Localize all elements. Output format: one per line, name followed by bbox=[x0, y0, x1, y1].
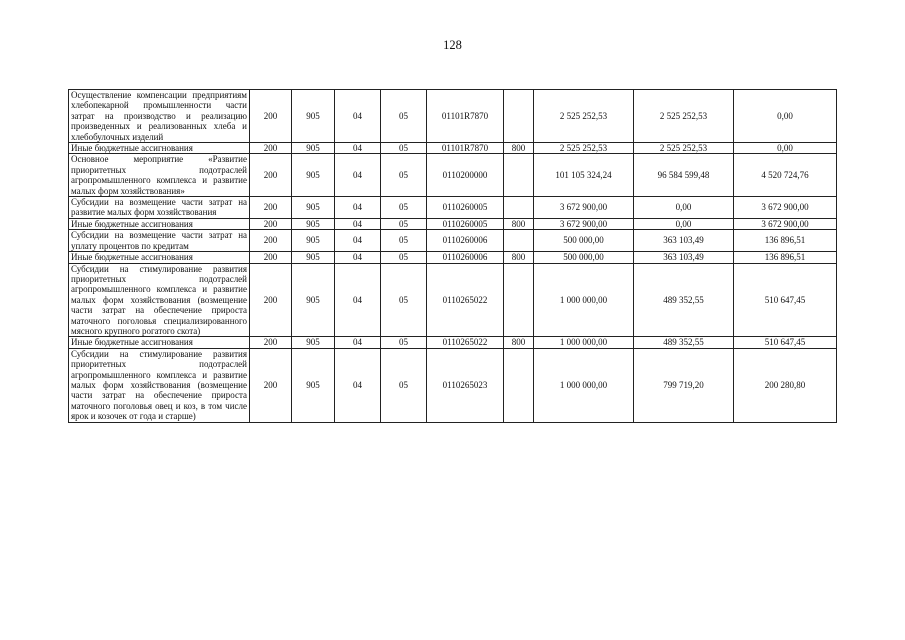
cell-rz: 04 bbox=[335, 218, 381, 229]
cell-rz: 04 bbox=[335, 230, 381, 252]
cell-csr: 0110260006 bbox=[427, 252, 504, 263]
cell-rz: 04 bbox=[335, 90, 381, 143]
table-row bbox=[69, 143, 837, 154]
cell-rest: 3 672 900,00 bbox=[734, 197, 837, 219]
cell-csr: 0110200000 bbox=[427, 154, 504, 197]
cell-plan: 3 672 900,00 bbox=[534, 218, 634, 229]
cell-vr: 800 bbox=[504, 143, 534, 154]
table-row bbox=[69, 263, 837, 337]
cell-vr bbox=[504, 263, 534, 337]
cell-rest: 510 647,45 bbox=[734, 263, 837, 337]
cell-rest: 0,00 bbox=[734, 90, 837, 143]
cell-exec: 489 352,55 bbox=[634, 263, 734, 337]
cell-rest: 4 520 724,76 bbox=[734, 154, 837, 197]
cell-vr: 800 bbox=[504, 218, 534, 229]
cell-ved: 905 bbox=[292, 230, 335, 252]
row-name: Субсидии на возмещение части затрат на развитие малых форм хозяйствования bbox=[69, 197, 250, 219]
cell-ved: 905 bbox=[292, 197, 335, 219]
cell-ved: 905 bbox=[292, 218, 335, 229]
cell-exec: 2 525 252,53 bbox=[634, 90, 734, 143]
cell-ved: 905 bbox=[292, 90, 335, 143]
cell-pr: 05 bbox=[381, 348, 427, 422]
cell-rest: 136 896,51 bbox=[734, 230, 837, 252]
cell-adm: 200 bbox=[250, 252, 292, 263]
table-row bbox=[69, 337, 837, 348]
table-row bbox=[69, 230, 837, 252]
cell-rz: 04 bbox=[335, 263, 381, 337]
cell-adm: 200 bbox=[250, 197, 292, 219]
cell-ved: 905 bbox=[292, 143, 335, 154]
cell-adm: 200 bbox=[250, 348, 292, 422]
cell-adm: 200 bbox=[250, 337, 292, 348]
cell-pr: 05 bbox=[381, 197, 427, 219]
cell-pr: 05 bbox=[381, 263, 427, 337]
row-name: Иные бюджетные ассигнования bbox=[69, 252, 250, 263]
cell-pr: 05 bbox=[381, 252, 427, 263]
page-number: 128 bbox=[443, 38, 462, 52]
cell-pr: 05 bbox=[381, 90, 427, 143]
cell-exec: 0,00 bbox=[634, 197, 734, 219]
row-name: Иные бюджетные ассигнования bbox=[69, 143, 250, 154]
row-name: Иные бюджетные ассигнования bbox=[69, 218, 250, 229]
cell-plan: 500 000,00 bbox=[534, 252, 634, 263]
cell-pr: 05 bbox=[381, 337, 427, 348]
cell-adm: 200 bbox=[250, 154, 292, 197]
cell-adm: 200 bbox=[250, 90, 292, 143]
cell-vr bbox=[504, 230, 534, 252]
cell-exec: 799 719,20 bbox=[634, 348, 734, 422]
table-row bbox=[69, 218, 837, 229]
cell-rz: 04 bbox=[335, 348, 381, 422]
cell-csr: 0110265022 bbox=[427, 337, 504, 348]
cell-csr: 01101R7870 bbox=[427, 90, 504, 143]
cell-rest: 0,00 bbox=[734, 143, 837, 154]
cell-pr: 05 bbox=[381, 230, 427, 252]
cell-csr: 0110260005 bbox=[427, 197, 504, 219]
cell-csr: 0110260005 bbox=[427, 218, 504, 229]
cell-vr bbox=[504, 154, 534, 197]
row-name: Субсидии на стимулирование развития приоритетных подотраслей агропромышленного комплекса и развитие малых форм хозяйствования (возмещение части затрат на обеспечение прироста маточного поголовья специализированного мясного крупного рогатого скота) bbox=[69, 263, 250, 337]
cell-rz: 04 bbox=[335, 143, 381, 154]
cell-vr bbox=[504, 197, 534, 219]
table-row bbox=[69, 252, 837, 263]
cell-pr: 05 bbox=[381, 154, 427, 197]
cell-rest: 510 647,45 bbox=[734, 337, 837, 348]
cell-exec: 363 103,49 bbox=[634, 252, 734, 263]
cell-vr bbox=[504, 348, 534, 422]
cell-vr bbox=[504, 90, 534, 143]
cell-csr: 0110260006 bbox=[427, 230, 504, 252]
table-row bbox=[69, 348, 837, 422]
cell-adm: 200 bbox=[250, 143, 292, 154]
cell-exec: 0,00 bbox=[634, 218, 734, 229]
cell-pr: 05 bbox=[381, 143, 427, 154]
cell-exec: 363 103,49 bbox=[634, 230, 734, 252]
cell-pr: 05 bbox=[381, 218, 427, 229]
cell-ved: 905 bbox=[292, 337, 335, 348]
table-row bbox=[69, 197, 837, 219]
cell-vr: 800 bbox=[504, 337, 534, 348]
cell-vr: 800 bbox=[504, 252, 534, 263]
cell-exec: 489 352,55 bbox=[634, 337, 734, 348]
table-row bbox=[69, 154, 837, 197]
cell-plan: 3 672 900,00 bbox=[534, 197, 634, 219]
cell-plan: 2 525 252,53 bbox=[534, 143, 634, 154]
row-name: Основное мероприятие «Развитие приоритетных подотраслей агропромышленного комплекса и развитие малых форм хозяйствования» bbox=[69, 154, 250, 197]
cell-exec: 2 525 252,53 bbox=[634, 143, 734, 154]
table-row bbox=[69, 90, 837, 143]
cell-plan: 2 525 252,53 bbox=[534, 90, 634, 143]
cell-rz: 04 bbox=[335, 197, 381, 219]
cell-ved: 905 bbox=[292, 263, 335, 337]
cell-adm: 200 bbox=[250, 263, 292, 337]
cell-plan: 101 105 324,24 bbox=[534, 154, 634, 197]
cell-rz: 04 bbox=[335, 154, 381, 197]
row-name: Осуществление компенсации предприятиям хлебопекарной промышленности части затрат на производство и реализацию произведенных и реализованных хлеба и хлебобулочных изделий bbox=[69, 90, 250, 143]
cell-plan: 500 000,00 bbox=[534, 230, 634, 252]
budget-table bbox=[68, 89, 837, 423]
cell-rest: 136 896,51 bbox=[734, 252, 837, 263]
cell-ved: 905 bbox=[292, 348, 335, 422]
row-name: Субсидии на возмещение части затрат на уплату процентов по кредитам bbox=[69, 230, 250, 252]
cell-rest: 200 280,80 bbox=[734, 348, 837, 422]
cell-plan: 1 000 000,00 bbox=[534, 348, 634, 422]
row-name: Иные бюджетные ассигнования bbox=[69, 337, 250, 348]
cell-adm: 200 bbox=[250, 230, 292, 252]
cell-rest: 3 672 900,00 bbox=[734, 218, 837, 229]
cell-rz: 04 bbox=[335, 337, 381, 348]
cell-csr: 0110265023 bbox=[427, 348, 504, 422]
cell-ved: 905 bbox=[292, 252, 335, 263]
row-name: Субсидии на стимулирование развития приоритетных подотраслей агропромышленного комплекса и развитие малых форм хозяйствования (возмещение части затрат на обеспечение прироста маточного поголовья овец и коз, в том числе ярок и козочек от года и старше) bbox=[69, 348, 250, 422]
cell-ved: 905 bbox=[292, 154, 335, 197]
cell-exec: 96 584 599,48 bbox=[634, 154, 734, 197]
cell-plan: 1 000 000,00 bbox=[534, 263, 634, 337]
cell-csr: 0110265022 bbox=[427, 263, 504, 337]
cell-plan: 1 000 000,00 bbox=[534, 337, 634, 348]
cell-csr: 01101R7870 bbox=[427, 143, 504, 154]
cell-rz: 04 bbox=[335, 252, 381, 263]
cell-adm: 200 bbox=[250, 218, 292, 229]
